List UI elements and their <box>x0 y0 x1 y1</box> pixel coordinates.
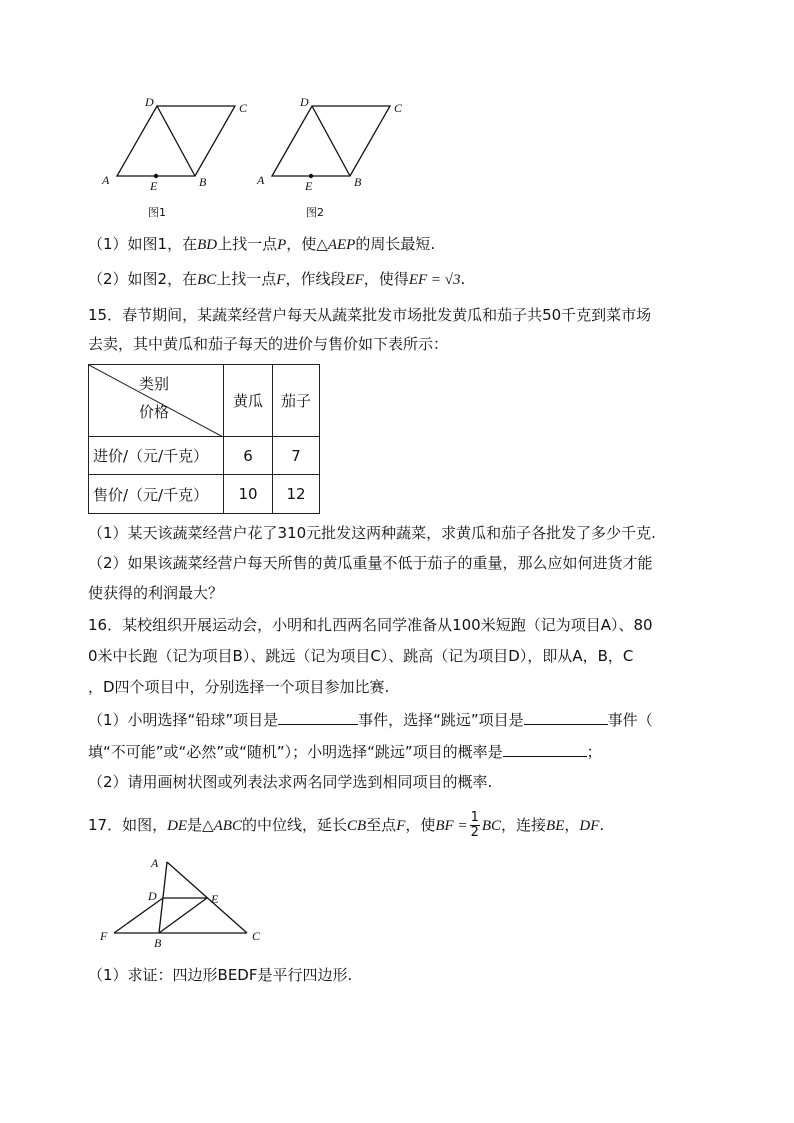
q15-stem-line1: 15．春节期间，某蔬菜经营户每天从蔬菜批发市场批发黄瓜和茄子共50千克到菜市场 <box>88 306 652 324</box>
label-c: C <box>394 101 403 115</box>
figure-1-rhombus <box>96 92 256 224</box>
segment-be <box>159 898 207 933</box>
q16-line2: 0米中长跑（记为项目B）、跳远（记为项目C）、跳高（记为项目D），即从A，B，C <box>88 647 634 665</box>
label-b: B <box>354 175 362 189</box>
q15-part2-line2: 使获得的利润最大？ <box>88 584 224 602</box>
label-e: E <box>150 179 158 193</box>
q15-part2-line1: （2）如果该蔬菜经营户每天所售的黄瓜重量不低于茄子的重量，那么应如何进货才能 <box>88 554 653 572</box>
corner-bottom-label: 价格 <box>139 403 170 421</box>
corner-top-label: 类别 <box>139 375 170 393</box>
table-row <box>89 475 320 514</box>
label-d: D <box>145 95 154 109</box>
q14-part1: （1）如图1，在BD上找一点P，使△AEP的周长最短. <box>88 235 436 253</box>
figure-1-caption: 图1 <box>148 206 166 219</box>
diagonal-bd <box>157 106 195 176</box>
table-corner-cell <box>89 365 224 437</box>
label-a: A <box>151 856 159 870</box>
cost-eggplant: 7 <box>273 437 320 475</box>
segment-df <box>114 898 163 933</box>
figure-2-rhombus <box>252 92 412 224</box>
label-d: D <box>300 95 309 109</box>
label-f: F <box>100 929 108 943</box>
equation-ef-sqrt3: EF = √3 <box>408 272 461 288</box>
q16-part1-line2: 填“不可能”或“必然”或“随机”）；小明选择“跳远”项目的概率是 ； <box>88 740 602 763</box>
row-label-cost: 进价/（元/千克） <box>89 437 224 475</box>
answer-blank-3[interactable] <box>503 740 587 757</box>
answer-blank-2[interactable] <box>524 708 608 725</box>
price-table <box>88 364 320 514</box>
label-b: B <box>199 175 207 189</box>
table-row <box>89 437 320 475</box>
fraction-one-half: $\frac{1}{2}$ <box>470 810 479 840</box>
point-e <box>309 174 313 178</box>
price-eggplant: 12 <box>273 475 320 514</box>
header-eggplant: 茄子 <box>273 365 320 437</box>
q15-stem-line2: 去卖，其中黄瓜和茄子每天的进价与售价如下表所示： <box>88 335 449 353</box>
label-c: C <box>252 929 261 943</box>
q15-part1: （1）某天该蔬菜经营户花了310元批发这两种蔬菜，求黄瓜和茄子各批发了多少千克. <box>88 524 656 542</box>
table-header-row <box>89 365 320 437</box>
q17-stem: 17．如图，DE是△ABC的中位线，延长CB至点F，使BF = $\frac{1}{2}$ BC，连接BE，DF. <box>88 810 605 840</box>
label-b: B <box>154 936 162 950</box>
label-a: A <box>102 173 110 187</box>
label-d: D <box>148 889 157 903</box>
cost-cucumber: 6 <box>224 437 273 475</box>
diagonal-bd <box>312 106 350 176</box>
q16-part1-line1: （1）小明选择“铅球”项目是 事件，选择“跳远”项目是 事件（ <box>88 708 653 731</box>
q17-part1: （1）求证：四边形BEDF是平行四边形. <box>88 966 353 984</box>
q14-part2: （2）如图2，在BC上找一点F，作线段EF，使得EF = √3. <box>88 270 466 288</box>
label-e: E <box>305 179 313 193</box>
header-cucumber: 黄瓜 <box>224 365 273 437</box>
q16-line1: 16．某校组织开展运动会，小明和扎西两名同学准备从100米短跑（记为项目A）、80 <box>88 616 653 634</box>
q16-line3: ，D四个项目中，分别选择一个项目参加比赛. <box>88 678 390 696</box>
figure-triangle-abc <box>96 848 276 952</box>
label-a: A <box>257 173 265 187</box>
row-label-price: 售价/（元/千克） <box>89 475 224 514</box>
label-c: C <box>239 101 248 115</box>
figure-2-caption: 图2 <box>306 206 324 219</box>
label-e: E <box>211 892 219 906</box>
price-cucumber: 10 <box>224 475 273 514</box>
answer-blank-1[interactable] <box>278 708 358 725</box>
q16-part2: （2）请用画树状图或列表法求两名同学选到相同项目的概率. <box>88 773 493 791</box>
point-e <box>154 174 158 178</box>
